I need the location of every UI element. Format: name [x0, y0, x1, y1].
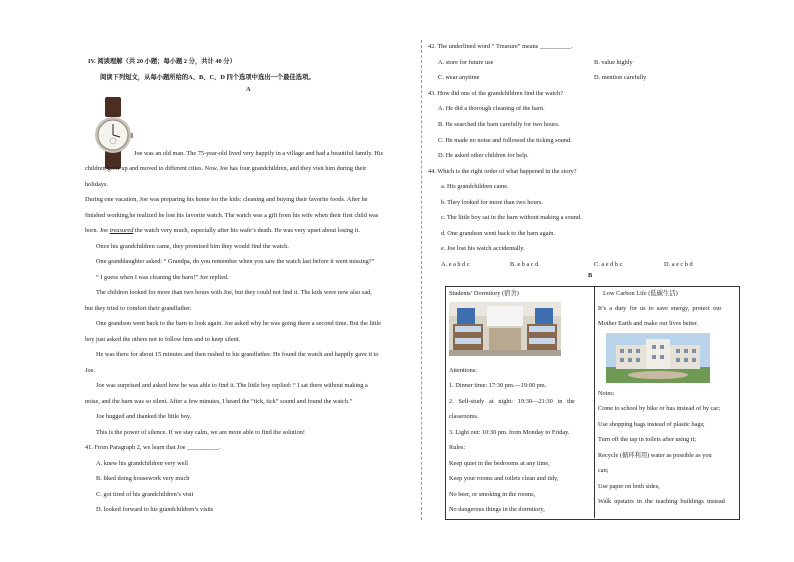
- paragraph-7-line-1: One grandson went back to the barn to look again. Joe asked why he was going there a second time. But the little: [96, 320, 382, 327]
- paragraph-1-line-3: holidays.: [85, 181, 108, 188]
- q44-event-d: d. One grandson went back to the barn again.: [441, 230, 556, 237]
- q44-event-a: a. His grandchildren came.: [441, 183, 509, 190]
- dorm-title: Students’ Dormitory (宿舍): [449, 290, 519, 297]
- q42-option-d[interactable]: D. mention carefully: [594, 74, 647, 81]
- dorm-attention-2: 2. Self-study at night: 19:30—21:30 in the: [449, 398, 575, 405]
- paragraph-7-line-2: boy just asked the others not to follow him and to keep silent.: [85, 336, 241, 343]
- q41-option-c[interactable]: C. got tired of his grandchildren’s visit: [96, 491, 194, 498]
- q43-option-b[interactable]: B. He searched the barn carefully for two hours.: [438, 121, 560, 128]
- q42-option-c[interactable]: C. wear anytime: [438, 74, 480, 81]
- dorm-attention-2-cont: classrooms.: [449, 413, 479, 420]
- dorm-attention-1: 1. Dinner time: 17:30 pm.—19:00 pm.: [449, 382, 547, 389]
- dorm-rule-3: No beer, or smoking in the rooms,: [449, 491, 536, 498]
- q43-option-c[interactable]: C. He made no noise and followed the ticking sound.: [438, 137, 572, 144]
- section-title: IV. 阅读理解（共 20 小题；每小题 2 分，共计 40 分）: [88, 58, 236, 65]
- underlined-word: treasured: [109, 227, 134, 234]
- lowcarbon-note-3: Turn off the tap in toilets after using it;: [598, 436, 696, 443]
- q44-event-e: e. Joe lost his watch accidentally.: [441, 245, 525, 252]
- q44-event-b: b. They looked for more than two hours.: [441, 199, 543, 206]
- paragraph-2-line-3: [85, 227, 360, 235]
- paragraph-5: “ I guess when I was cleaning the barn!” Joe replied.: [96, 274, 229, 281]
- dorm-attentions: Attentions:: [449, 367, 477, 374]
- paragraph-3: Once his grandchildren came, they promised him they would find the watch.: [96, 243, 289, 250]
- column-divider: [421, 40, 422, 520]
- paragraph-1-line-1: Joe was an old man. The 75-year-old lived very happily in a village and had a beautiful family. His: [134, 150, 384, 157]
- paragraph-6-line-1: The children looked for more than two hours with Joe, but they could not find it. The kids were now also sad,: [96, 289, 372, 296]
- lowcarbon-note-2: Use shopping bags instead of plastic bags;: [598, 421, 705, 428]
- paragraph-4: One granddaughter asked: “ Grandpa, do you remember when you saw the watch last before it went missing?”: [96, 258, 375, 265]
- q43-option-d[interactable]: D. He asked other children for help.: [438, 152, 529, 159]
- text-run: born. Joe: [85, 227, 110, 234]
- dorm-rule-2: Keep your rooms and toilets clean and tidy,: [449, 475, 559, 482]
- q44-event-c: c. The little boy sat in the barn without making a sound.: [441, 214, 582, 221]
- text-run: the watch very much, especially after his wafe’s death. He was very upset about losing it.: [133, 227, 360, 234]
- q43-option-a[interactable]: A. He did a thorough cleaning of the barn.: [438, 105, 545, 112]
- lowcarbon-note-5: Use paper on both sides,: [598, 483, 660, 490]
- lowcarbon-intro-2: Mother Earth and make our lives better.: [598, 320, 699, 327]
- lowcarbon-note-6: Walk upstairs in the teaching buildings instead: [598, 498, 725, 505]
- lowcarbon-note-4-cont: can;: [598, 467, 609, 474]
- question-43: 43. How did one of the grandchildren find the watch?: [428, 90, 563, 97]
- question-42: 42. The underlined word “ Treasure” means __________.: [428, 43, 573, 50]
- question-41: 41. From Paragraph 2, we learn that Joe __________.: [85, 444, 221, 451]
- q44-option-c[interactable]: C. a e d b c: [594, 261, 623, 268]
- q44-option-b[interactable]: B. e b a c d: [510, 261, 539, 268]
- notice-table-divider: [594, 286, 595, 518]
- dorm-rule-1: Keep quiet in the bedrooms at any time,: [449, 460, 550, 467]
- paragraph-8-line-2: Joe.: [85, 367, 95, 374]
- q44-option-d[interactable]: D. a e c b d: [664, 261, 693, 268]
- paragraph-9-line-1: Joe was surprised and asked how he was able to find it. The little boy replied: “ I sat there without making a: [96, 382, 368, 389]
- dorm-rule-4: No dangerous things in the dormitory,: [449, 506, 545, 513]
- q42-option-b[interactable]: B. value highly: [594, 59, 633, 66]
- paragraph-9-line-2: noise, and the barn was so silent. After a few minutes, I heard the “tick, tick” sound and found the watch.”: [85, 398, 353, 405]
- paragraph-11: This is the power of silence. If we stay calm, we are more able to find the solution!: [96, 429, 305, 436]
- paragraph-6-line-2: but they tried to comfort their grandfather.: [85, 305, 192, 312]
- passage-b-label: B: [588, 272, 593, 279]
- q41-option-d[interactable]: D. looked forward to his grandchildren’s visits: [96, 506, 214, 513]
- dorm-rules: Rules:: [449, 444, 466, 451]
- q41-option-b[interactable]: B. liked doing housework very much: [96, 475, 190, 482]
- lowcarbon-notes: Notes:: [598, 390, 615, 397]
- lowcarbon-note-4: Recycle (循环利用) water as possible as you: [598, 452, 712, 459]
- paragraph-2-line-1: During one vacation, Joe was preparing his home for the kids: cleaning and buying their favorite foods. After he: [85, 196, 368, 203]
- watch-image: [93, 97, 133, 169]
- lowcarbon-note-1: Come to school by bike or bus instead of by car;: [598, 405, 721, 412]
- paragraph-1-line-2: children grew up and moved to different cities. Now, Joe has four grandchildren, and they visit him during their: [85, 165, 367, 172]
- paragraph-10: Joe hugged and thanked the little boy.: [96, 413, 192, 420]
- paragraph-2-line-2: finished working,he realized he lost his favorite watch. The watch was a gift from his wife when their first child was: [85, 212, 379, 219]
- instruction: 阅读下列短文，从每小题所给的A、B、C、D 四个选项中选出一个最佳选项。: [100, 74, 315, 81]
- lowcarbon-intro-1: It’s a duty for us to save energy, protect our: [598, 305, 722, 312]
- question-44: 44. Which is the right order of what happened in the story?: [428, 168, 577, 175]
- dorm-attention-3: 3. Light out: 10:30 pm. from Monday to Friday.: [449, 429, 570, 436]
- q42-option-a[interactable]: A. store for future use: [438, 59, 494, 66]
- q41-option-a[interactable]: A. knew his grandchildren very well: [96, 460, 188, 467]
- lowcarbon-title: Low Carbon Life (低碳生活): [603, 290, 678, 297]
- dormitory-photo: [449, 302, 561, 356]
- q44-option-a[interactable]: A. e a b d c: [441, 261, 470, 268]
- building-photo: [606, 333, 710, 383]
- paragraph-8-line-1: He was there for about 15 minutes and then rushed to his grandfather. He found the watch and happily gave it to: [96, 351, 379, 358]
- passage-a-label: A: [246, 86, 251, 93]
